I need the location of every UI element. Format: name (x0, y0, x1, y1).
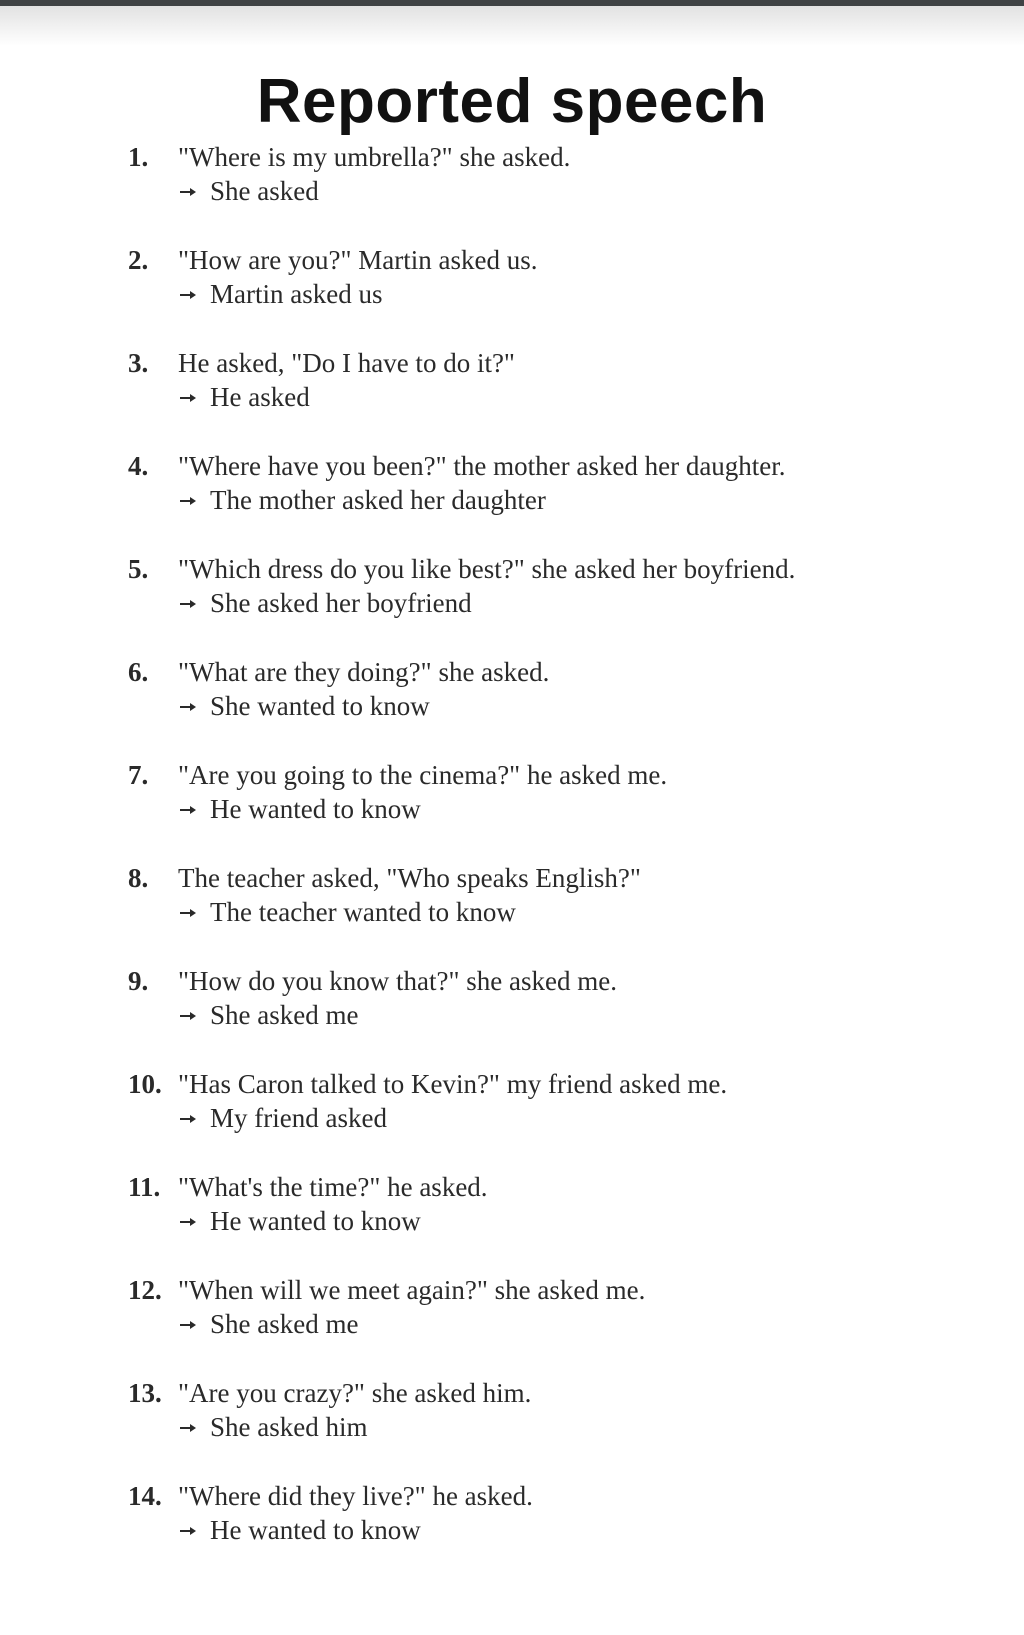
item-number: 4. (128, 451, 149, 481)
answer-start: He wanted to know (210, 794, 421, 824)
exercise-item (0, 758, 1024, 861)
arrow-right-icon (180, 380, 196, 414)
direct-question: He asked, "Do I have to do it?" (178, 348, 515, 378)
arrow-right-icon (180, 998, 196, 1032)
exercise-item (0, 552, 1024, 655)
exercise-item (0, 140, 1024, 243)
answer-line (180, 1410, 367, 1444)
answer-start: She wanted to know (210, 691, 430, 721)
item-number: 3. (128, 348, 149, 378)
answer-line (180, 792, 421, 826)
answer-line (180, 1204, 421, 1238)
exercise-item (0, 346, 1024, 449)
answer-line (180, 483, 546, 517)
answer-line (180, 1307, 358, 1341)
item-number: 5. (128, 554, 149, 584)
item-number: 12. (128, 1275, 162, 1305)
direct-question: "Are you going to the cinema?" he asked me. (178, 760, 668, 790)
answer-line (180, 277, 382, 311)
exercise-item (0, 964, 1024, 1067)
direct-question: "How do you know that?" she asked me. (178, 966, 617, 996)
answer-start: My friend asked (210, 1103, 387, 1133)
answer-start: Martin asked us (210, 279, 383, 309)
answer-start: He wanted to know (210, 1515, 421, 1545)
direct-question: "Which dress do you like best?" she asked her boyfriend. (178, 554, 796, 584)
direct-question: "What's the time?" he asked. (178, 1172, 488, 1202)
arrow-right-icon (180, 1204, 196, 1238)
arrow-right-icon (180, 1101, 196, 1135)
answer-start: She asked (210, 176, 319, 206)
direct-question: The teacher asked, "Who speaks English?" (178, 863, 641, 893)
answer-line (180, 586, 472, 620)
item-number: 6. (128, 657, 149, 687)
direct-question: "Where did they live?" he asked. (178, 1481, 533, 1511)
answer-line (180, 174, 319, 208)
item-number: 10. (128, 1069, 162, 1099)
answer-start: The teacher wanted to know (210, 897, 516, 927)
direct-question: "What are they doing?" she asked. (178, 657, 550, 687)
exercise-item (0, 243, 1024, 346)
item-number: 8. (128, 863, 149, 893)
arrow-right-icon (180, 174, 196, 208)
answer-line (180, 998, 358, 1032)
direct-question: "How are you?" Martin asked us. (178, 245, 538, 275)
arrow-right-icon (180, 1307, 196, 1341)
direct-question: "Are you crazy?" she asked him. (178, 1378, 532, 1408)
direct-question: "When will we meet again?" she asked me. (178, 1275, 646, 1305)
direct-question: "Where is my umbrella?" she asked. (178, 142, 571, 172)
direct-question: "Where have you been?" the mother asked her daughter. (178, 451, 786, 481)
arrow-right-icon (180, 277, 196, 311)
item-number: 13. (128, 1378, 162, 1408)
exercise-item (0, 1273, 1024, 1376)
answer-start: She asked me (210, 1000, 359, 1030)
arrow-right-icon (180, 689, 196, 723)
answer-line (180, 1101, 387, 1135)
arrow-right-icon (180, 586, 196, 620)
arrow-right-icon (180, 792, 196, 826)
answer-start: The mother asked her daughter (210, 485, 546, 515)
item-number: 14. (128, 1481, 162, 1511)
exercise-item (0, 861, 1024, 964)
page-title: Reported speech (256, 67, 768, 136)
answer-start: She asked me (210, 1309, 359, 1339)
item-number: 2. (128, 245, 149, 275)
item-number: 1. (128, 142, 149, 172)
exercise-item (0, 1170, 1024, 1273)
answer-start: She asked him (210, 1412, 368, 1442)
direct-question: "Has Caron talked to Kevin?" my friend asked me. (178, 1069, 728, 1099)
answer-line (180, 895, 516, 929)
exercise-item (0, 1479, 1024, 1582)
exercise-list (0, 140, 1024, 1582)
answer-line (180, 380, 310, 414)
item-number: 7. (128, 760, 149, 790)
arrow-right-icon (180, 895, 196, 929)
answer-line (180, 689, 430, 723)
item-number: 11. (128, 1172, 161, 1202)
item-number: 9. (128, 966, 149, 996)
answer-start: She asked her boyfriend (210, 588, 472, 618)
answer-line (180, 1513, 421, 1547)
exercise-item (0, 449, 1024, 552)
exercise-item (0, 655, 1024, 758)
arrow-right-icon (180, 483, 196, 517)
exercise-item (0, 1067, 1024, 1170)
arrow-right-icon (180, 1513, 196, 1547)
answer-start: He wanted to know (210, 1206, 421, 1236)
arrow-right-icon (180, 1410, 196, 1444)
answer-start: He asked (210, 382, 310, 412)
exercise-item (0, 1376, 1024, 1479)
